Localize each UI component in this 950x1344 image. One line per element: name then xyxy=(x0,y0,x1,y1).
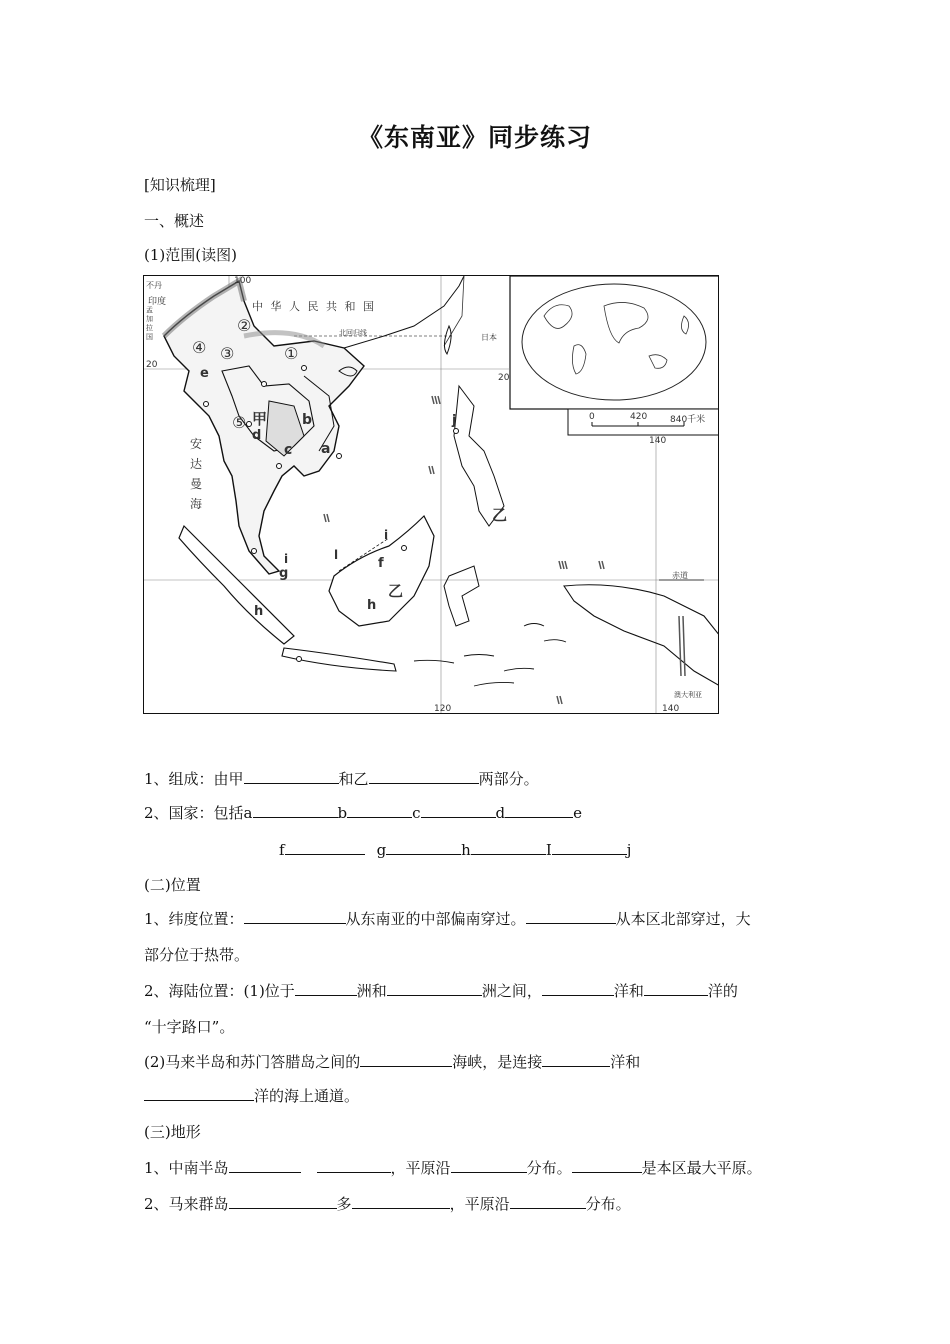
marker-a: a xyxy=(321,441,331,457)
q-strait xyxy=(144,1052,640,1072)
label-japan: 日本 xyxy=(481,333,497,342)
tick-right-20: 20 xyxy=(498,373,510,383)
marker-j: j xyxy=(452,413,457,428)
marker-4: ④ xyxy=(192,338,207,357)
page-title: 《东南亚》同步练习 xyxy=(357,123,592,152)
blank-a[interactable] xyxy=(253,803,338,818)
label-d: d xyxy=(495,804,506,822)
label-c: c xyxy=(412,804,421,822)
blank-e[interactable] xyxy=(285,840,365,855)
q-composition xyxy=(144,769,539,789)
marker-l: l xyxy=(334,548,339,562)
blank-terrain2-2[interactable] xyxy=(352,1194,450,1209)
q-sea-land xyxy=(144,981,738,1001)
marker-h-1: h xyxy=(254,604,264,619)
q-countries xyxy=(144,803,582,823)
blank-sea-1[interactable] xyxy=(295,981,357,996)
blank-g[interactable] xyxy=(471,840,546,855)
marker-f: f xyxy=(378,556,384,571)
blank-terrain1-4[interactable] xyxy=(572,1158,642,1173)
q-latitude-text-3: 从本区北部穿过，大 xyxy=(615,910,751,928)
part-location: (二)位置 xyxy=(144,876,201,894)
part-overview: 一、概述 xyxy=(144,212,205,230)
southeast-asia-map xyxy=(143,275,719,714)
blank-strait-1[interactable] xyxy=(360,1052,452,1067)
tick-left-20: 20 xyxy=(146,360,158,370)
label-bangladesh: 孟加拉国 xyxy=(146,306,153,341)
marker-yi-1: 乙 xyxy=(492,506,508,524)
label-b: b xyxy=(337,804,348,822)
q-terrain1-text-1: 1、中南半岛 xyxy=(144,1159,229,1177)
blank-terrain1-1[interactable] xyxy=(229,1158,301,1173)
marker-g: g xyxy=(279,566,289,581)
q-sea-text-4: 洋和 xyxy=(613,982,644,1000)
marker-3: ③ xyxy=(220,344,235,363)
q-sea-text-1: 2、海陆位置：(1)位于 xyxy=(144,982,295,1000)
q-sea-text-2: 洲和 xyxy=(356,982,387,1000)
sub-scope: (1)范围(读图) xyxy=(144,246,237,264)
label-f: f xyxy=(279,841,285,859)
label-h: h xyxy=(461,841,471,859)
blank-d[interactable] xyxy=(505,803,573,818)
blank-sea-2[interactable] xyxy=(387,981,482,996)
blank-terrain2-3[interactable] xyxy=(510,1194,586,1209)
blank-h[interactable] xyxy=(552,840,627,855)
q-terrain1-text-2: ，平原沿 xyxy=(390,1159,451,1177)
blank-f[interactable] xyxy=(386,840,461,855)
q-strait-text-1: (2)马来半岛和苏门答腊岛之间的 xyxy=(144,1053,361,1071)
blank-terrain1-3[interactable] xyxy=(451,1158,527,1173)
q-countries-2 xyxy=(279,840,631,860)
q-terrain1-text-3: 分布。 xyxy=(526,1159,572,1177)
q-latitude-text-1: 1、纬度位置： xyxy=(144,910,244,928)
marker-d: d xyxy=(252,428,262,443)
marker-i-2: i xyxy=(384,528,389,542)
q-terrain2-text-4: 分布。 xyxy=(585,1195,631,1213)
blank-jia[interactable] xyxy=(244,769,339,784)
q-strait-cont xyxy=(144,1086,359,1106)
tick-top-100: 100 xyxy=(234,276,252,286)
q-sea-text-3: 洲之间， xyxy=(481,982,542,1000)
section-header: [知识梳理] xyxy=(144,176,216,194)
blank-yi[interactable] xyxy=(369,769,479,784)
blank-terrain2-1[interactable] xyxy=(229,1194,337,1209)
q-terrain2-text-2: 多 xyxy=(336,1195,352,1213)
scale-420: 420 xyxy=(630,412,648,422)
q-terrain-2 xyxy=(144,1194,631,1214)
marker-i-1: i xyxy=(284,552,289,566)
q-terrain1-text-4: 是本区最大平原。 xyxy=(641,1159,762,1177)
q-latitude-text-2: 从东南亚的中部偏南穿过。 xyxy=(345,910,526,928)
label-india: 印度 xyxy=(148,297,167,307)
q-countries-text: 2、国家：包括a xyxy=(144,804,253,822)
blank-strait-2[interactable] xyxy=(542,1052,610,1067)
blank-lat-2[interactable] xyxy=(526,909,616,924)
label-bhutan: 不丹 xyxy=(146,281,162,290)
blank-c[interactable] xyxy=(421,803,496,818)
marker-e: e xyxy=(200,366,209,381)
tick-bottom-140: 140 xyxy=(662,704,680,714)
blank-b[interactable] xyxy=(347,803,412,818)
q-latitude-cont: 部分位于热带。 xyxy=(144,946,250,964)
marker-2: ② xyxy=(237,316,252,335)
label-g: g xyxy=(376,841,387,859)
blank-strait-3[interactable] xyxy=(144,1086,254,1101)
q-terrain2-text-1: 2、马来群岛 xyxy=(144,1195,229,1213)
q-composition-text-1: 1、组成：由甲 xyxy=(144,770,244,788)
label-australia: 澳大利亚 xyxy=(674,691,702,699)
tick-right-140: 140 xyxy=(649,436,667,446)
scale-0: 0 xyxy=(589,412,595,422)
q-strait-text-2: 海峡，是连接 xyxy=(452,1053,543,1071)
q-terrain-1 xyxy=(144,1158,762,1178)
label-j: j xyxy=(626,841,632,859)
map-drawing xyxy=(144,276,719,714)
marker-jia: 甲 xyxy=(252,410,268,428)
label-e: e xyxy=(573,804,583,822)
blank-sea-3[interactable] xyxy=(542,981,614,996)
label-andaman-sea: 安达曼海 xyxy=(190,437,203,511)
q-latitude xyxy=(144,909,751,929)
tick-bottom-120: 120 xyxy=(434,704,452,714)
label-i: I xyxy=(545,841,552,859)
blank-terrain1-2[interactable] xyxy=(317,1158,391,1173)
q-terrain2-text-3: ，平原沿 xyxy=(449,1195,510,1213)
label-equator: 赤道 xyxy=(672,571,688,580)
scale-840: 840千米 xyxy=(670,415,706,425)
marker-5: ⑤ xyxy=(232,413,247,432)
q-strait-text-4: 洋的海上通道。 xyxy=(254,1087,360,1105)
q-composition-text-2: 和乙 xyxy=(338,770,369,788)
marker-b: b xyxy=(302,412,313,428)
label-tropic: 北回归线 xyxy=(339,329,367,337)
marker-1: ① xyxy=(284,344,299,363)
part-terrain: (三)地形 xyxy=(144,1123,201,1141)
marker-h-2: h xyxy=(367,598,377,613)
marker-c: c xyxy=(284,442,293,458)
q-sea-text-5: 洋的 xyxy=(707,982,738,1000)
q-composition-text-3: 两部分。 xyxy=(478,770,539,788)
blank-sea-4[interactable] xyxy=(644,981,708,996)
q-sea-cont: “十字路口”。 xyxy=(144,1018,235,1036)
blank-lat-1[interactable] xyxy=(244,909,346,924)
marker-yi-2: 乙 xyxy=(388,582,404,600)
q-strait-text-3: 洋和 xyxy=(610,1053,641,1071)
label-china: 中 华 人 民 共 和 国 xyxy=(252,300,376,313)
